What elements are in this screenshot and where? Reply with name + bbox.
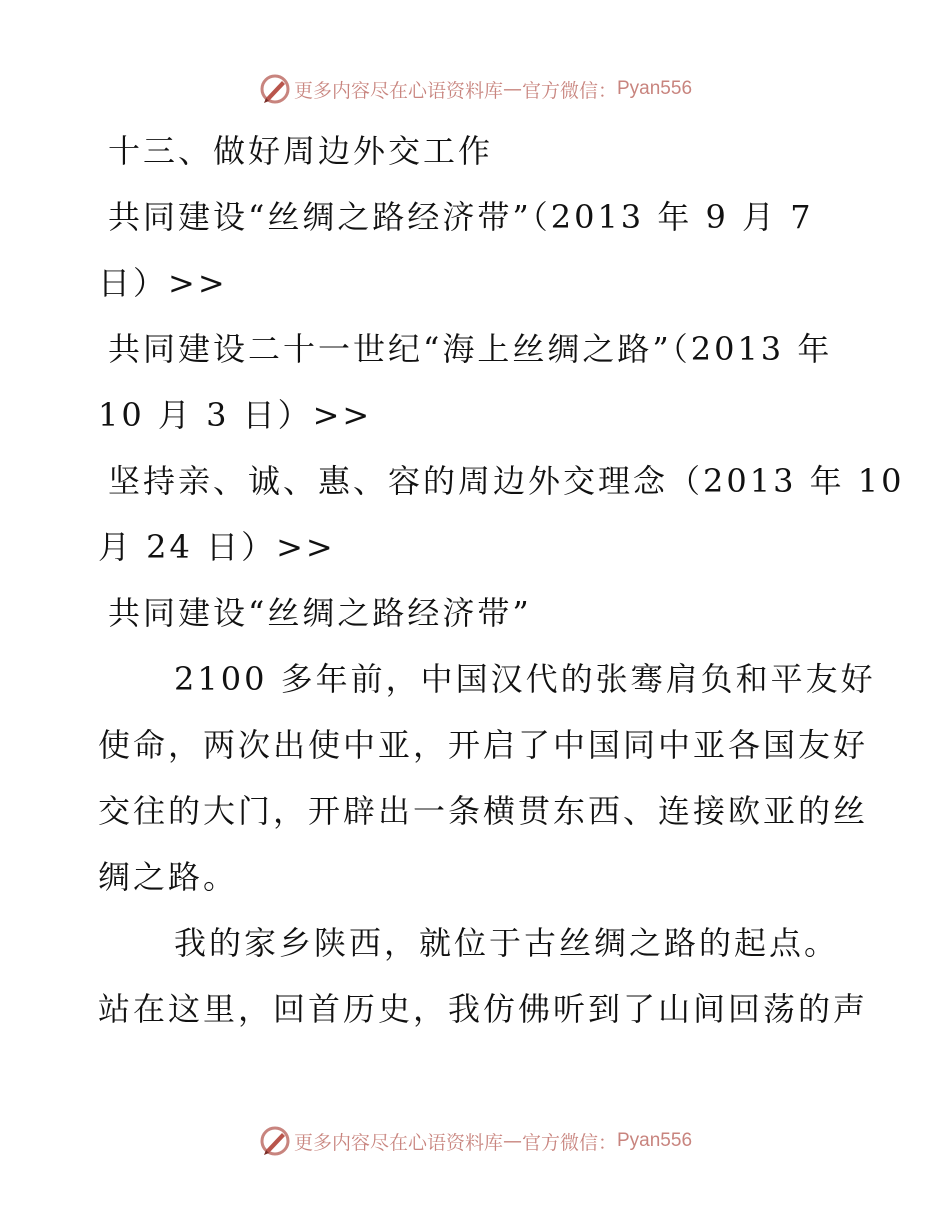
paragraph-line: 绸之路。 xyxy=(98,858,239,896)
watermark-label: 官方微信： xyxy=(521,79,617,102)
paragraph-line: 2100 多年前，中国汉代的张骞肩负和平友好 xyxy=(174,660,876,698)
toc-link[interactable] xyxy=(98,448,905,580)
toc-link-line: 10 月 3 日）>> xyxy=(98,396,373,434)
watermark-footer xyxy=(0,1124,950,1158)
paragraph-line: 我的家乡陕西，就位于古丝绸之路的起点。 xyxy=(174,924,840,962)
paragraph-line: 使命，两次出使中亚，开启了中国同中亚各国友好 xyxy=(98,726,869,764)
document-body xyxy=(98,118,905,1042)
toc-link-line: 月 24 日）>> xyxy=(98,528,336,566)
toc-link-line: 共同建设二十一世纪“海上丝绸之路”（2013 年 xyxy=(108,330,833,368)
watermark-header xyxy=(0,72,950,106)
toc-link[interactable] xyxy=(98,184,848,316)
section-title: 十三、做好周边外交工作 xyxy=(108,132,494,170)
paragraph xyxy=(98,646,876,910)
article-title: 共同建设“丝绸之路经济带” xyxy=(108,594,532,632)
watermark-separator: — xyxy=(502,78,522,100)
paragraph-line: 交往的大门，开辟出一条横贯东西、连接欧亚的丝 xyxy=(98,792,869,830)
toc-link-line: 日）>> xyxy=(98,264,228,302)
watermark-text: 更多内容尽在心语资料库 xyxy=(293,1131,503,1154)
watermark-text: 更多内容尽在心语资料库 xyxy=(293,79,503,102)
pen-logo-icon xyxy=(258,72,292,106)
watermark-id: Pyan556 xyxy=(617,1130,693,1151)
watermark-id: Pyan556 xyxy=(617,78,693,99)
watermark-separator: — xyxy=(502,1130,522,1152)
pen-logo-icon xyxy=(258,1124,292,1158)
toc-link-line: 共同建设“丝绸之路经济带”（2013 年 9 月 7 xyxy=(108,198,814,236)
paragraph xyxy=(98,910,869,1042)
watermark-label: 官方微信： xyxy=(521,1131,617,1154)
toc-link[interactable] xyxy=(98,316,848,448)
toc-link-line: 坚持亲、诚、惠、容的周边外交理念（2013 年 10 xyxy=(108,462,905,500)
paragraph-line: 站在这里，回首历史，我仿佛听到了山间回荡的声 xyxy=(98,990,869,1028)
